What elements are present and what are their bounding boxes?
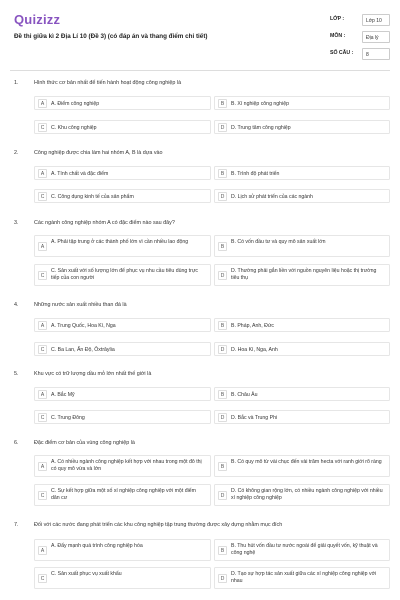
- option-text: A. Đẩy mạnh quá trình công nghiệp hóa: [51, 543, 143, 549]
- answer-option-c[interactable]: [34, 120, 211, 134]
- answer-option-d[interactable]: [214, 120, 390, 134]
- question-text: Các ngành công nghiệp nhóm A có đặc điểm nào sau đây?: [34, 220, 175, 226]
- worksheet-title: Đề thi giữa kì 2 Địa Lí 10 (Đề 3) (có đáp án và thang điểm chi tiết): [14, 33, 208, 40]
- answer-option-b[interactable]: [214, 455, 390, 477]
- question-number: 7.: [14, 522, 19, 528]
- answer-option-c[interactable]: [34, 189, 211, 203]
- question-number: 4.: [14, 302, 19, 308]
- meta-label: LỚP :: [330, 16, 345, 22]
- option-letter: D: [218, 271, 227, 280]
- answer-option-b[interactable]: [214, 166, 390, 180]
- option-text: D. Lịch sử phát triển của các ngành: [231, 193, 313, 200]
- meta-value-field[interactable]: Địa lý: [362, 31, 390, 43]
- option-text: D. Thường phải gắn liền với nguồn nguyên liệu hoặc thị trường tiêu thụ: [231, 268, 377, 281]
- answer-option-d[interactable]: [214, 189, 390, 203]
- option-text: B. Thu hút vốn đầu tư nước ngoài để giải quyết vốn, kỹ thuật và công nghệ: [231, 543, 378, 556]
- option-text: C. Sản xuất với số lượng lớn để phục vụ nhu cầu tiêu dùng trực tiếp của con người: [51, 268, 198, 281]
- answer-option-a[interactable]: [34, 455, 211, 477]
- question-number: 5.: [14, 371, 19, 377]
- answer-option-b[interactable]: [214, 387, 390, 401]
- question-text: Hình thức cơ bản nhất để tiến hành hoạt động công nghiệp là: [34, 80, 182, 86]
- option-text: D. Bắc và Trung Phi: [231, 414, 278, 421]
- answer-option-a[interactable]: [34, 96, 211, 110]
- option-letter: A: [38, 242, 47, 251]
- meta-value-field[interactable]: 8: [362, 48, 390, 60]
- option-text: B. Xí nghiệp công nghiệp: [231, 100, 289, 107]
- option-letter: A: [38, 546, 47, 555]
- meta-value-field[interactable]: Lớp 10: [362, 14, 390, 26]
- answer-option-d[interactable]: [214, 567, 390, 589]
- quizizz-logo: Quizizz: [14, 12, 61, 27]
- question-text: Đối với các nước đang phát triển các khu công nghiệp tập trung thường được xây dựng nhằm mục đích: [34, 522, 283, 528]
- option-letter: D: [218, 413, 227, 422]
- answer-option-c[interactable]: [34, 342, 211, 356]
- answer-option-a[interactable]: [34, 387, 211, 401]
- option-letter: B: [218, 546, 227, 555]
- answer-option-a[interactable]: [34, 539, 211, 561]
- option-text: C. Trung Đông: [51, 414, 85, 421]
- option-letter: C: [38, 491, 47, 500]
- answer-option-b[interactable]: [214, 235, 390, 257]
- option-letter: A: [38, 462, 47, 471]
- option-letter: C: [38, 413, 47, 422]
- option-text: A. Có nhiều ngành công nghiệp kết hợp với nhau trong một đô thị có quy mô vừa và lớn: [51, 459, 202, 472]
- option-letter: A: [38, 169, 47, 178]
- answer-option-d[interactable]: [214, 264, 390, 286]
- option-letter: B: [218, 390, 227, 399]
- option-letter: C: [38, 271, 47, 280]
- option-text: D. Hoa Kì, Nga, Anh: [231, 346, 278, 353]
- option-text: C. Khu công nghiệp: [51, 124, 97, 131]
- answer-option-a[interactable]: [34, 235, 211, 257]
- option-letter: C: [38, 574, 47, 583]
- option-letter: C: [38, 345, 47, 354]
- option-text: A. Điểm công nghiệp: [51, 100, 100, 107]
- question-text: Khu vực có trữ lượng dầu mỏ lớn nhất thế giới là: [34, 371, 152, 377]
- question-number: 2.: [14, 150, 19, 156]
- option-letter: D: [218, 574, 227, 583]
- option-letter: A: [38, 99, 47, 108]
- option-letter: D: [218, 345, 227, 354]
- answer-option-a[interactable]: [34, 318, 211, 332]
- option-letter: D: [218, 192, 227, 201]
- option-text: C. Sự kết hợp giữa một số xí nghiệp công nghiệp với một điểm dân cư: [51, 488, 196, 501]
- answer-option-c[interactable]: [34, 484, 211, 506]
- option-letter: A: [38, 321, 47, 330]
- option-text: A. Bắc Mỹ: [51, 391, 75, 398]
- question-text: Công nghiệp được chia làm hai nhóm A, B là dựa vào: [34, 150, 163, 156]
- answer-option-c[interactable]: [34, 264, 211, 286]
- question-number: 3.: [14, 220, 19, 226]
- option-letter: C: [38, 123, 47, 132]
- option-text: B. Có vốn đầu tư và quy mô sản xuất lớn: [231, 239, 326, 245]
- answer-option-c[interactable]: [34, 567, 211, 589]
- option-text: D. Trung tâm công nghiệp: [231, 124, 291, 131]
- answer-option-c[interactable]: [34, 410, 211, 424]
- option-letter: B: [218, 99, 227, 108]
- option-letter: B: [218, 242, 227, 251]
- option-text: B. Pháp, Anh, Đức: [231, 322, 274, 329]
- answer-option-b[interactable]: [214, 318, 390, 332]
- option-letter: B: [218, 169, 227, 178]
- option-text: B. Châu Âu: [231, 391, 258, 398]
- question-number: 6.: [14, 440, 19, 446]
- option-text: C. Ba Lan, Ấn Độ, Ôxtrâylia: [51, 346, 115, 353]
- option-letter: C: [38, 192, 47, 201]
- option-text: B. Trình độ phát triển: [231, 170, 280, 177]
- meta-label: SỐ CÂU :: [330, 50, 354, 56]
- option-letter: A: [38, 390, 47, 399]
- option-text: C. Công dụng kinh tế của sản phẩm: [51, 193, 134, 200]
- option-text: A. Tính chất và đặc điểm: [51, 170, 109, 177]
- option-text: B. Có quy mô từ vài chục đến vài trăm hecta với ranh giới rõ ràng: [231, 459, 382, 465]
- option-letter: B: [218, 321, 227, 330]
- option-letter: B: [218, 462, 227, 471]
- option-text: C. Sản xuất phục vụ xuất khẩu: [51, 571, 122, 577]
- option-text: A. Phải tập trung ở các thành phố lớn vì cần nhiều lao động: [51, 239, 189, 245]
- answer-option-a[interactable]: [34, 166, 211, 180]
- question-text: Đặc điểm cơ bản của vùng công nghiệp là: [34, 440, 135, 446]
- option-letter: D: [218, 491, 227, 500]
- option-text: D. Tạo sự hợp tác sản xuất giữa các xí nghiệp công nghiệp với nhau: [231, 571, 377, 584]
- option-letter: D: [218, 123, 227, 132]
- meta-label: MÔN :: [330, 33, 346, 39]
- answer-option-d[interactable]: [214, 410, 390, 424]
- answer-option-b[interactable]: [214, 96, 390, 110]
- answer-option-d[interactable]: [214, 484, 390, 506]
- option-text: D. Có không gian rộng lớn, có nhiều ngành công nghiệp với nhiều xí nghiệp công nghiệp: [231, 488, 383, 501]
- question-number: 1.: [14, 80, 19, 86]
- answer-option-d[interactable]: [214, 342, 390, 356]
- option-text: A. Trung Quốc, Hoa Kì, Nga: [51, 322, 116, 329]
- answer-option-b[interactable]: [214, 539, 390, 561]
- question-text: Những nước sản xuất nhiều than đá là: [34, 302, 127, 308]
